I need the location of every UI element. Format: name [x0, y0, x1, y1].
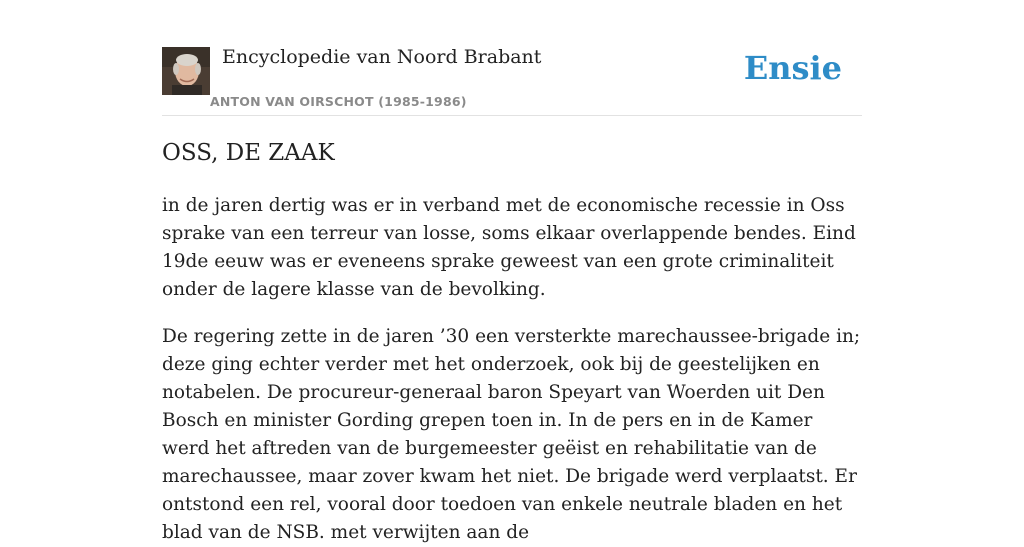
- header: [162, 44, 862, 116]
- entry-paragraph-1: in de jaren dertig was er in verband met de economische recessie in Oss sprake van een terreur van losse, soms elkaar overlappende bendes. Eind 19de eeuw was er eveneens sprake geweest van een grote criminaliteit onder de lagere klasse van de bevolking.: [162, 195, 856, 300]
- header-divider: [162, 115, 862, 116]
- encyclopedia-title[interactable]: Encyclopedie van Noord Brabant: [222, 46, 542, 68]
- entry-title: OSS, DE ZAAK: [162, 140, 335, 166]
- author-portrait-image: [162, 47, 210, 95]
- entry-paragraph-2: De regering zette in de jaren ’30 een versterkte marechaussee-brigade in; deze ging echter verder met het onderzoek, ook bij de geestelijken en notabelen. De procureur-generaal baron Speyart van Woerden uit Den Bosch en minister Gording grepen toen in. In de pers en in de Kamer werd het aftreden van de burgemeester geëist en rehabilitatie van de marechaussee, maar zover kwam het niet. De brigade werd verplaatst. Er ontstond een rel, vooral door toedoen van enkele neutrale bladen en het blad van de NSB. met verwijten aan de: [162, 326, 861, 543]
- ensie-logo[interactable]: Ensie: [743, 49, 842, 87]
- author-avatar[interactable]: [162, 47, 210, 95]
- author-name[interactable]: ANTON VAN OIRSCHOT (1985-1986): [210, 94, 467, 109]
